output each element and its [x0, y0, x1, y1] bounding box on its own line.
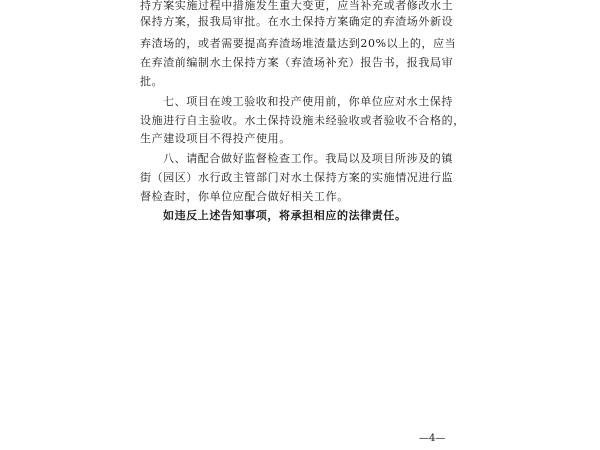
closing-statement: 如违反上述告知事项，将承担相应的法律责任。 — [163, 209, 407, 222]
paragraph-7-line: 七、项目在竣工验收和投产使用前，你单位应对水土保持 — [163, 95, 453, 108]
page-number: —4— — [419, 433, 446, 444]
paragraph-6-line: 批。 — [140, 75, 164, 88]
paragraph-6-line: 保持方案，报我局审批。在水土保持方案确定的弃渣场外新设 — [140, 15, 454, 28]
paragraph-7-line: 生产建设项目不得投产使用。 — [140, 132, 291, 145]
paragraph-6-line: 持方案实施过程中措施发生重大变更，应当补充或者修改水土 — [140, 0, 454, 12]
paragraph-6-line: 在弃渣前编制水土保持方案（弃渣场补充）报告书，报我局审 — [140, 56, 454, 69]
paragraph-7-line: 设施进行自主验收。水土保持设施未经验收或者验收不合格的， — [140, 114, 465, 127]
paragraph-8-line: 督检查时，你单位应配合做好相关工作。 — [140, 190, 349, 203]
paragraph-8-line: 八、请配合做好监督检查工作。我局以及项目所涉及的镇 — [163, 152, 453, 165]
paragraph-8-line: 街（园区）水行政主管部门对水土保持方案的实施情况进行监 — [140, 171, 454, 184]
paragraph-6-line: 弃渣场的，或者需要提高弃渣场堆渣量达到20%以上的，应当 — [140, 37, 457, 50]
